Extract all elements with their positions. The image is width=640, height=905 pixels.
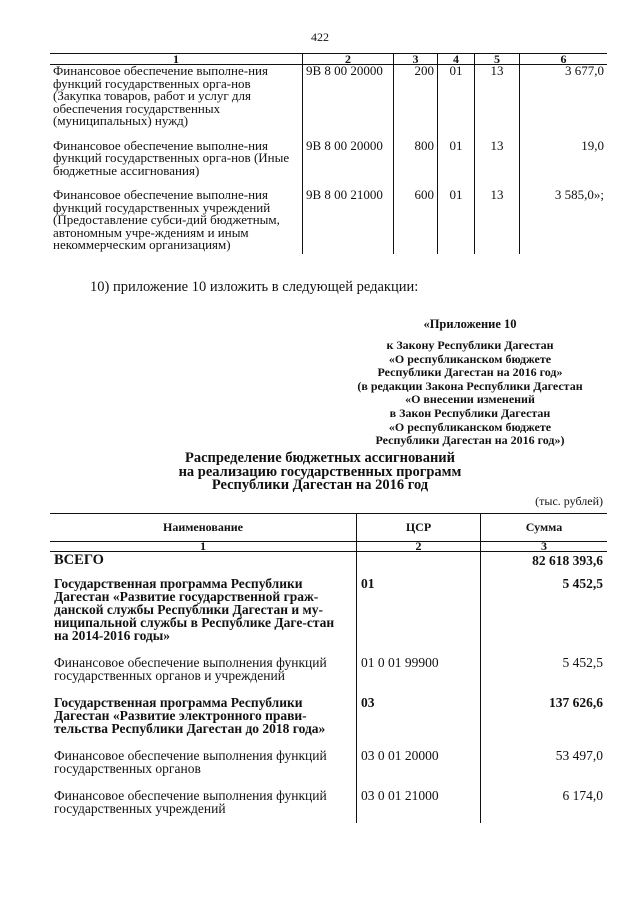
row-sum: 137 626,6 bbox=[481, 696, 608, 749]
row-name: ВСЕГО bbox=[54, 552, 104, 568]
appendix-line: Республики Дагестан на 2016 год» bbox=[377, 365, 563, 380]
col-header-sum: Сумма bbox=[481, 514, 608, 542]
table-row bbox=[50, 552, 607, 578]
row-code bbox=[357, 552, 481, 578]
row-pr: 13 bbox=[475, 189, 520, 254]
row-sum: 19,0 bbox=[520, 140, 608, 190]
title-line: на реализацию государственных программ bbox=[178, 463, 462, 480]
appendix-line: к Закону Республики Дагестан bbox=[386, 338, 554, 352]
appendix-line: Республики Дагестан на 2016 год») bbox=[375, 433, 565, 448]
row-sum: 5 452,5 bbox=[481, 577, 608, 656]
table-row bbox=[50, 140, 607, 190]
row-code: 03 bbox=[357, 696, 481, 749]
row-rz: 01 bbox=[438, 140, 475, 190]
title-line: Распределение бюджетных ассигнований bbox=[184, 450, 456, 466]
row-name: Государственная программа Республики Дагестан «Развитие электронного прави-тельства Республики Дагестан до 2018 года» bbox=[54, 695, 326, 736]
row-sum: 5 452,5 bbox=[481, 656, 608, 696]
units-label: (тыс. рублей) bbox=[535, 494, 603, 508]
row-name: Государственная программа Республики Дагестан «Развитие государственной граж-данской службы Республики Дагестан и му-ниципальной службы в Республике Даге-стан на 2014-2016 годы» bbox=[54, 576, 335, 643]
table-header-row bbox=[50, 514, 607, 542]
row-code: 01 0 01 99900 bbox=[357, 656, 481, 696]
row-code: 03 0 01 20000 bbox=[357, 749, 481, 789]
col-header: 1 bbox=[50, 54, 303, 65]
row-rz: 01 bbox=[438, 65, 475, 140]
row-name: Финансовое обеспечение выполнения функций государственных учреждений bbox=[54, 788, 327, 816]
appendix-line: в Закон Республики Дагестан bbox=[389, 405, 551, 420]
row-name: Финансовое обеспечение выполне-ния функций государственных орга-нов (Закупка товаров, работ и услуг для обеспечения государственных (муниципальных) нужд) bbox=[53, 63, 268, 128]
col-number: 3 bbox=[481, 542, 608, 552]
table-row bbox=[50, 65, 607, 140]
row-code: 03 0 01 21000 bbox=[357, 789, 481, 823]
row-pr: 13 bbox=[475, 65, 520, 140]
col-header: 2 bbox=[303, 54, 394, 65]
col-number: 2 bbox=[357, 542, 481, 552]
row-code: 9В 8 00 20000 bbox=[303, 140, 394, 190]
amendment-paragraph: 10) приложение 10 изложить в следующей редакции: bbox=[90, 279, 419, 295]
table-title bbox=[0, 452, 640, 493]
row-code: 9В 8 00 21000 bbox=[303, 189, 394, 254]
col-header-code: ЦСР bbox=[357, 514, 481, 542]
table-row bbox=[50, 656, 607, 696]
row-sum: 6 174,0 bbox=[481, 789, 608, 823]
col-header-name: Наименование bbox=[50, 514, 357, 542]
appendix-title: «Приложение 10 bbox=[423, 317, 517, 331]
col-header: 6 bbox=[520, 54, 608, 65]
table-row bbox=[50, 789, 607, 823]
appendix-reference bbox=[320, 339, 620, 448]
row-name: Финансовое обеспечение выполне-ния функций государственных орга-нов (Иные бюджетные ассигнования) bbox=[53, 137, 290, 178]
row-rz: 01 bbox=[438, 189, 475, 254]
column-numbers-row bbox=[50, 542, 607, 552]
table-row bbox=[50, 189, 607, 254]
table-row bbox=[50, 749, 607, 789]
table-row bbox=[50, 696, 607, 749]
row-name: Финансовое обеспечение выполнения функций государственных органов bbox=[54, 748, 327, 776]
appendix-line: «О республиканском бюджете bbox=[388, 351, 552, 366]
row-name: Финансовое обеспечение выполнения функций государственных органов и учреждений bbox=[54, 655, 327, 683]
col-header: 5 bbox=[475, 54, 520, 65]
appendix-line: (в редакции Закона Республики Дагестан bbox=[357, 378, 583, 393]
col-header: 3 bbox=[394, 54, 438, 65]
row-sum: 82 618 393,6 bbox=[481, 552, 608, 578]
row-sum: 3 677,0 bbox=[520, 65, 608, 140]
page-number: 422 bbox=[311, 30, 329, 44]
row-name: Финансовое обеспечение выполне-ния функций государственных учреждений (Предоставление субси-дий бюджетным, автономным учре-ждениям и иным некоммерческим организациям) bbox=[53, 187, 280, 252]
row-vr: 600 bbox=[394, 189, 438, 254]
budget-table-continued bbox=[50, 53, 607, 254]
table-row bbox=[50, 577, 607, 656]
row-sum: 3 585,0»; bbox=[520, 189, 608, 254]
row-pr: 13 bbox=[475, 140, 520, 190]
row-vr: 200 bbox=[394, 65, 438, 140]
row-sum: 53 497,0 bbox=[481, 749, 608, 789]
col-header: 4 bbox=[438, 54, 475, 65]
row-code: 01 bbox=[357, 577, 481, 656]
programs-table bbox=[50, 513, 607, 823]
row-code: 9В 8 00 20000 bbox=[303, 65, 394, 140]
appendix-line: «О внесении изменений bbox=[405, 392, 535, 407]
appendix-line: «О республиканском бюджете bbox=[388, 419, 552, 434]
row-vr: 800 bbox=[394, 140, 438, 190]
title-line: Республики Дагестан на 2016 год bbox=[211, 477, 429, 493]
col-number: 1 bbox=[50, 542, 357, 552]
